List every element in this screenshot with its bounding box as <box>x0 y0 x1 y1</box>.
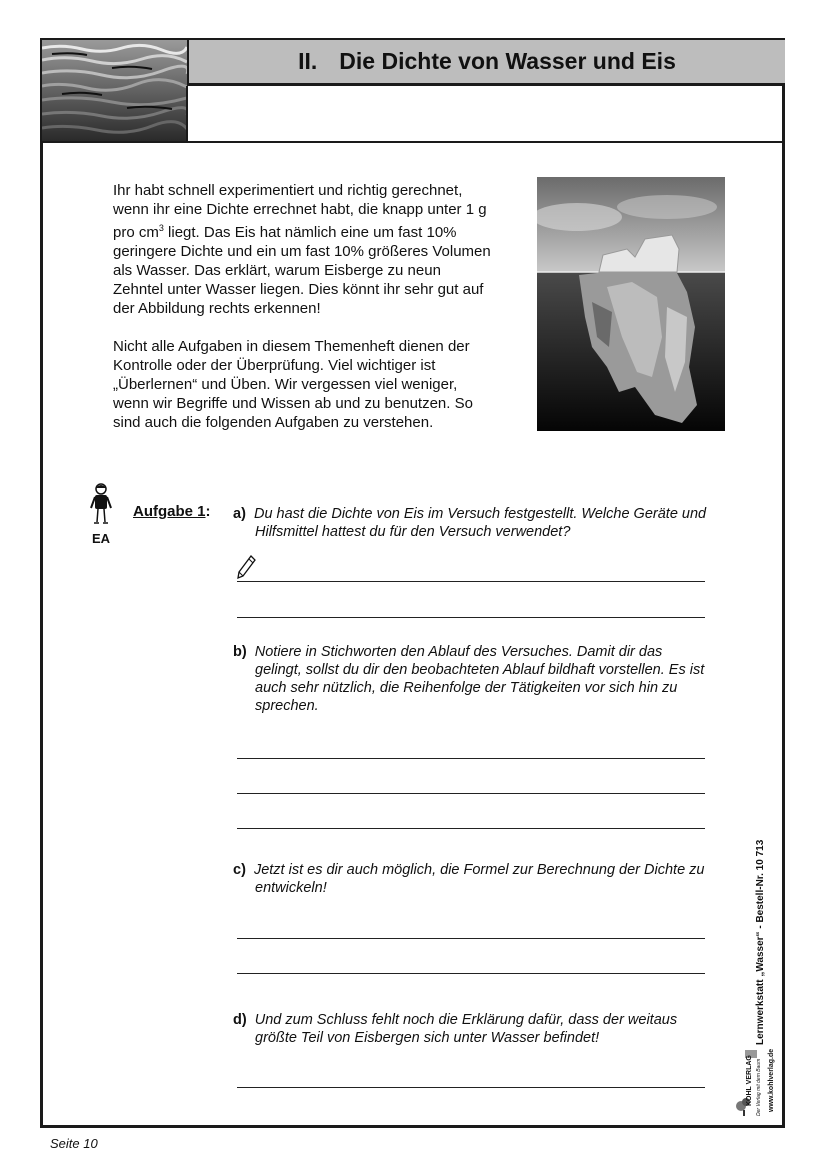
task-item-a <box>233 505 713 541</box>
title-bar <box>187 40 785 86</box>
iceberg-image <box>537 177 725 431</box>
task-question-a: Du hast die Dichte von Eis im Versuch festgestellt. Welche Geräte und Hilfsmittel hattest du für den Versuch verwendet? <box>253 506 707 540</box>
answer-line[interactable] <box>237 758 705 759</box>
answer-line[interactable] <box>237 793 705 794</box>
answer-line[interactable] <box>237 973 705 974</box>
publisher-slogan: Der Verlag mit dem Baum <box>756 1058 762 1116</box>
task-label: Aufgabe 1 <box>133 503 206 520</box>
chapter-number: II. <box>298 48 318 74</box>
header-underline <box>42 141 785 143</box>
task-item-d <box>233 1011 713 1047</box>
answer-line[interactable] <box>237 828 705 829</box>
ea-label: EA <box>91 531 111 546</box>
task-letter-d: d) <box>233 1012 247 1028</box>
answer-line[interactable] <box>237 1087 705 1088</box>
task-question-d: Und zum Schluss fehlt noch die Erklärung dafür, dass der weitaus größte Teil von Eisbergen sich unter Wasser befindet! <box>254 1012 678 1046</box>
task-heading <box>133 503 211 520</box>
task-item-b <box>233 643 713 715</box>
task-question-c: Jetzt ist es dir auch möglich, die Formel zur Berechnung der Dichte zu entwickeln! <box>253 862 705 896</box>
publisher-name: KOHL VERLAG <box>746 1055 753 1106</box>
publisher-url[interactable]: www.kohlverlag.de <box>768 1048 775 1112</box>
intro-paragraph-1: Ihr habt schnell experimentiert und richtig gerechnet, wenn ihr eine Dichte errechnet habt, die knapp unter 1 g pro $cm^3$ liegt. Das Eis hat nämlich eine um fast 10% geringere Dichte und ein um fast 10% größeres Volumen als Wasser. Das erklärt, warum Eisberge zu neun Zehntel unter Wasser liegen. Dies könnt ihr sehr gut auf der Abbildung rechts erkennen! <box>113 182 491 317</box>
task-item-c <box>233 861 713 897</box>
student-icon <box>87 482 115 526</box>
task-letter-c: c) <box>233 862 246 878</box>
pencil-icon <box>235 554 257 580</box>
answer-line[interactable] <box>237 938 705 939</box>
task-colon: : <box>205 503 211 520</box>
task-question-b: Notiere in Stichworten den Ablauf des Versuches. Damit dir das gelingt, sollst du dir den beobachteten Ablauf bildhaft vorstellen. Es ist auch sehr nützlich, die Reihenfolge der Tätigkeiten vor sich hin zu sprechen. <box>254 644 705 714</box>
answer-line[interactable] <box>237 617 705 618</box>
intro-paragraph-2: Nicht alle Aufgaben in diesem Themenheft dienen der Kontrolle oder der Überprüfung. Viel wichtiger ist „Überlernen“ und Üben. Wir vergessen viel weniger, wenn wir Begriffe und Wissen ab und zu benutzen. So sind auch die folgenden Aufgaben zu verstehen. <box>113 338 473 431</box>
intro-text <box>113 181 493 451</box>
task-letter-a: a) <box>233 506 246 522</box>
header-divider <box>186 86 188 143</box>
page-number: Seite 10 <box>50 1136 98 1151</box>
order-number-text: Lernwerkstatt „Wasser“ - Bestell-Nr. 10 713 <box>755 839 766 1045</box>
individual-work-badge <box>86 482 116 546</box>
water-photo <box>42 40 187 141</box>
answer-line[interactable] <box>237 581 705 582</box>
task-letter-b: b) <box>233 644 247 660</box>
page-title: Die Dichte von Wasser und Eis <box>339 48 676 74</box>
